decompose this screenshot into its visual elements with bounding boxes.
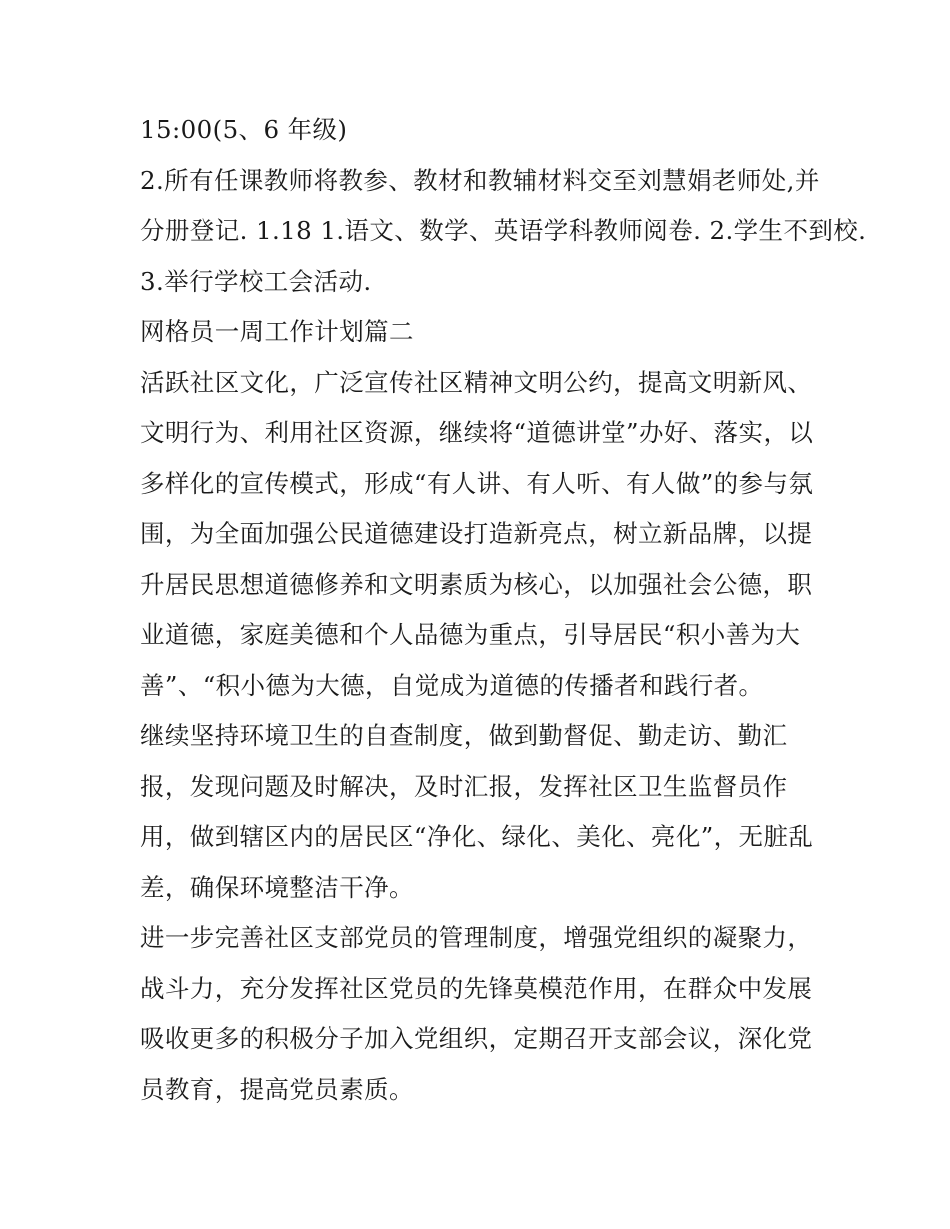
text-line: 15:00(5、6 年级)	[140, 115, 348, 144]
text-line: 活跃社区文化，广泛宣传社区精神文明公约，提高文明新风、	[140, 367, 813, 397]
paragraph-community-culture	[140, 358, 815, 712]
text-line: 差，确保环境整洁干净。	[140, 872, 414, 902]
text-line: 文明行为、利用社区资源，继续将“道德讲堂”办好、落实，以	[140, 418, 814, 447]
text-line: 业道德，家庭美德和个人品德为重点，引导居民“积小善为大	[140, 620, 801, 649]
text-line: 用，做到辖区内的居民区“净化、绿化、美化、亮化”，无脏乱	[140, 822, 814, 851]
text-line: 进一步完善社区支部党员的管理制度，增强党组织的凝聚力，	[140, 923, 813, 952]
text-line: 多样化的宣传模式，形成“有人讲、有人听、有人做”的参与氛	[140, 468, 814, 498]
heading-line: 网格员一周工作计划篇二	[140, 317, 414, 346]
paragraph-teacher-tasks	[140, 156, 867, 308]
text-line: 分册登记. 1.18 1.语文、数学、英语学科教师阅卷. 2.学生不到校.	[140, 216, 867, 245]
text-line: 围，为全面加强公民道德建设打造新亮点，树立新品牌，以提	[140, 519, 813, 548]
text-line: 战斗力，充分发挥社区党员的先锋莫模范作用，在群众中发展	[140, 973, 813, 1003]
text-line: 升居民思想道德修养和文明素质为核心，以加强社会公德，职	[140, 569, 813, 599]
paragraph-environment-hygiene	[140, 711, 815, 913]
section-heading	[140, 307, 815, 358]
text-line: 善”、“积小德为大德，自觉成为道德的传播者和践行者。	[140, 670, 764, 700]
text-line: 继续坚持环境卫生的自查制度，做到勤督促、勤走访、勤汇	[140, 721, 788, 750]
text-line: 吸收更多的积极分子加入党组织，定期召开支部会议，深化党	[140, 1024, 813, 1053]
paragraph-party-management	[140, 913, 815, 1115]
text-line: 2.所有任课教师将教参、教材和教辅材料交至刘慧娟老师处,并	[140, 165, 820, 195]
text-line: 报，发现问题及时解决，及时汇报，发挥社区卫生监督员作	[140, 771, 788, 801]
document-body	[140, 105, 867, 1115]
text-line: 3.举行学校工会活动.	[140, 266, 372, 296]
text-line: 员教育，提高党员素质。	[140, 1074, 414, 1104]
paragraph-time-note	[140, 105, 815, 156]
